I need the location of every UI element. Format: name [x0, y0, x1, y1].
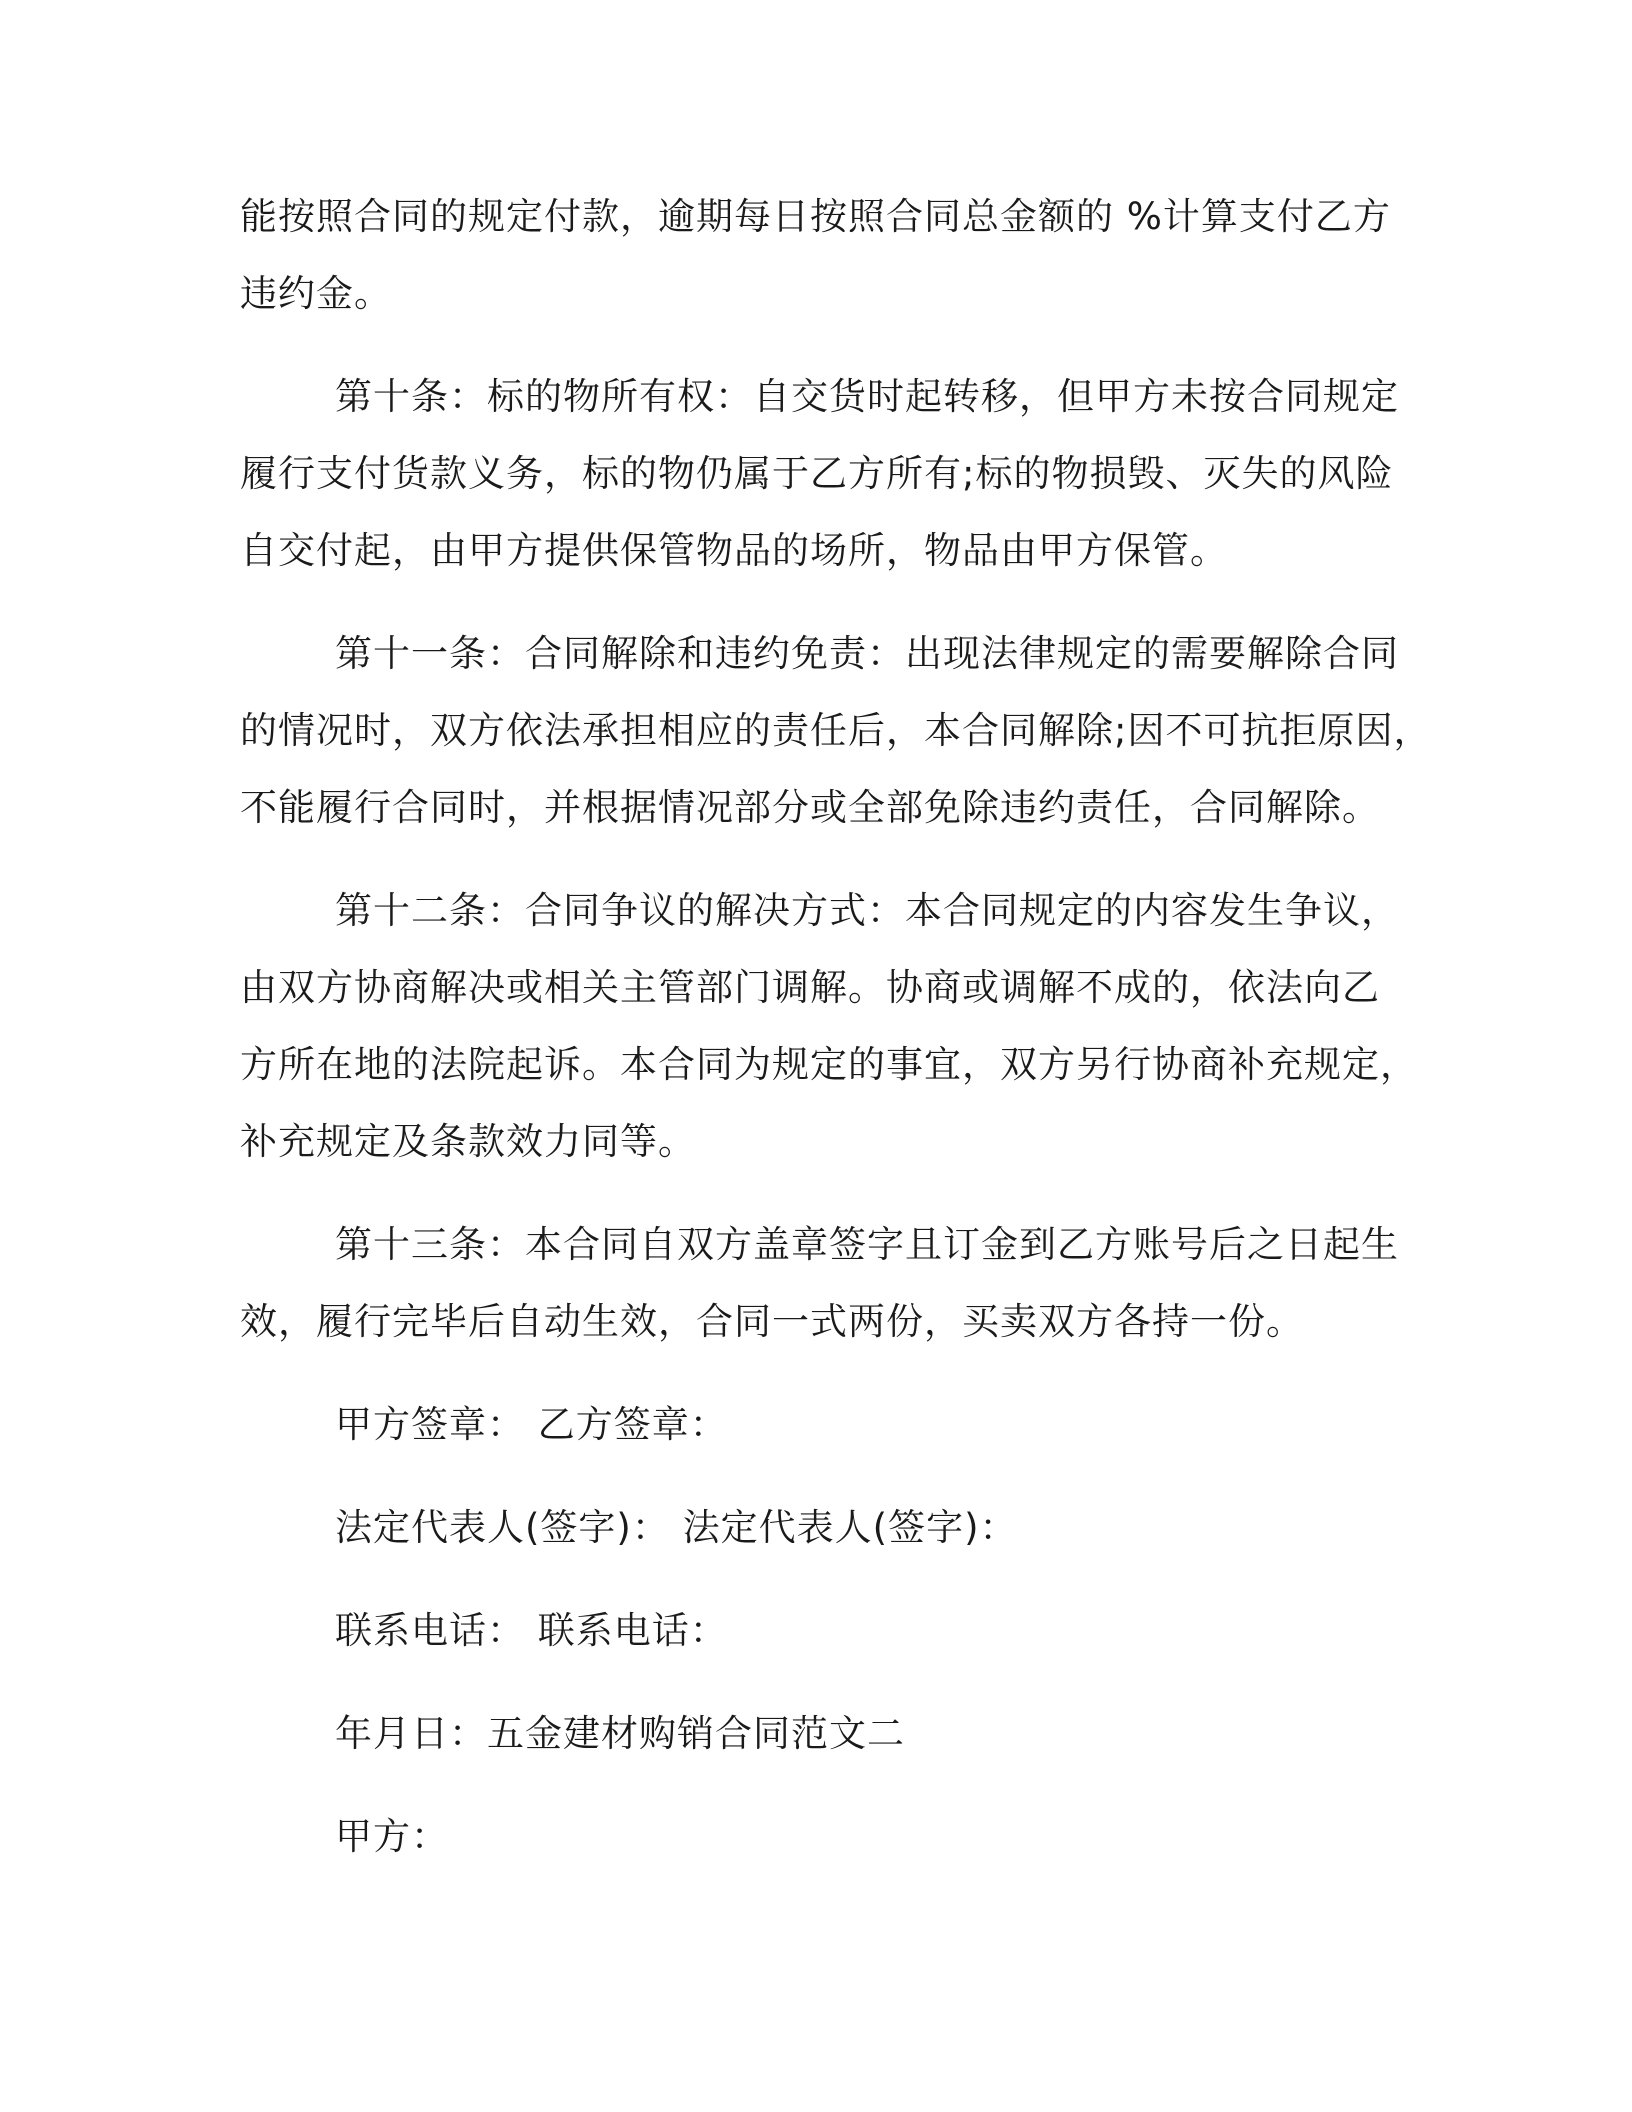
article-12-line: 补充规定及条款效力同等。 [240, 1120, 696, 1163]
article-13-line: 第十三条：本合同自双方盖章签字且订金到乙方账号后之日起生 [335, 1223, 1399, 1266]
article-12-line: 方所在地的法院起诉。本合同为规定的事宜，双方另行协商补充规定， [240, 1043, 1418, 1086]
article-12-line: 由双方协商解决或相关主管部门调解。协商或调解不成的，依法向乙 [240, 966, 1380, 1009]
legal-representative-line: 法定代表人(签字)： 法定代表人(签字)： [335, 1506, 1018, 1549]
article-11-line: 的情况时，双方依法承担相应的责任后，本合同解除;因不可抗拒原因， [240, 709, 1432, 752]
article-11-line: 不能履行合同时，并根据情况部分或全部免除违约责任，合同解除。 [240, 786, 1380, 829]
article-11-line: 第十一条：合同解除和违约免责：出现法律规定的需要解除合同 [335, 632, 1399, 675]
date-line: 年月日：五金建材购销合同范文二 [335, 1712, 905, 1755]
paragraph-line: 违约金。 [240, 272, 392, 315]
article-10-line: 第十条：标的物所有权：自交货时起转移，但甲方未按合同规定 [335, 375, 1399, 418]
signature-seal-line: 甲方签章： 乙方签章： [335, 1403, 728, 1446]
article-12-line: 第十二条：合同争议的解决方式：本合同规定的内容发生争议， [335, 889, 1399, 932]
article-13-line: 效，履行完毕后自动生效，合同一式两份，买卖双方各持一份。 [240, 1300, 1304, 1343]
article-10-line: 履行支付货款义务，标的物仍属于乙方所有;标的物损毁、灭失的风险 [240, 452, 1394, 495]
party-a-line: 甲方： [335, 1815, 449, 1858]
article-10-line: 自交付起，由甲方提供保管物品的场所，物品由甲方保管。 [240, 529, 1228, 572]
contact-phone-line: 联系电话： 联系电话： [335, 1609, 728, 1652]
paragraph-line: 能按照合同的规定付款，逾期每日按照合同总金额的 %计算支付乙方 [240, 195, 1391, 238]
